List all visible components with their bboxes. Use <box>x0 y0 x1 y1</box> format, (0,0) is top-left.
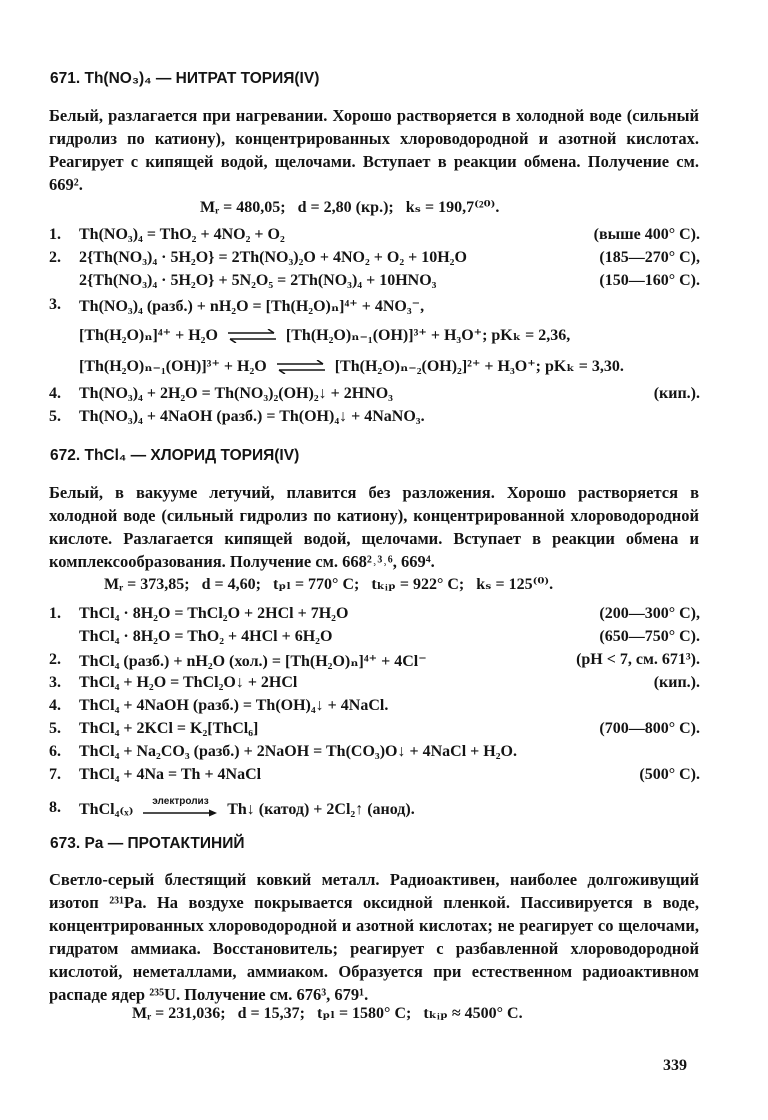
reaction-condition: (200—300° C), <box>599 605 700 622</box>
reaction-line <box>49 325 700 351</box>
electrolysis-arrow-icon <box>141 796 219 820</box>
reaction-condition: (500° C). <box>639 766 700 783</box>
page-number: 339 <box>663 1057 687 1074</box>
reaction-condition: (150—160° C). <box>599 272 700 289</box>
reaction-number: 2. <box>49 249 61 266</box>
reaction-number: 4. <box>49 697 61 714</box>
reaction-number: 4. <box>49 385 61 402</box>
reaction-line <box>49 272 700 298</box>
reaction-number: 2. <box>49 651 61 668</box>
section-constants: Mᵣ = 480,05; d = 2,80 (кр.); kₛ = 190,7⁽²⁰⁾. <box>200 199 500 216</box>
reaction-number: 6. <box>49 743 61 760</box>
reaction-equation: ThCl₄ + 4Na = Th + 4NaCl <box>79 766 262 783</box>
reaction-number: 5. <box>49 408 61 425</box>
equation-right: Th↓ (катод) + 2Cl₂↑ (анод). <box>227 801 415 818</box>
reaction-equation <box>79 325 570 345</box>
reaction-condition: (кип.). <box>653 385 700 402</box>
reaction-equation: 2{Th(NO₃)₄ · 5H₂O} = 2Th(NO₃)₂O + 4NO₂ + O₂ + 10H₂O <box>79 249 467 266</box>
reaction-line <box>49 795 700 825</box>
equilibrium-arrow-icon <box>275 360 327 374</box>
reaction-condition: (pH < 7, см. 671³). <box>576 651 700 668</box>
reaction-equation: Th(NO₃)₄ = ThO₂ + 4NO₂ + O₂ <box>79 226 285 243</box>
section-heading: 672. ThCl₄ — ХЛОРИД ТОРИЯ(IV) <box>50 447 300 464</box>
reaction-equation: ThCl₄ + Na₂CO₃ (разб.) + 2NaOH = Th(CO₃)O↓ + 4NaCl + H₂O. <box>79 743 517 760</box>
equation-left: ThCl₄₍ₓ₎ <box>79 801 134 818</box>
equilibrium-arrow-icon <box>226 329 278 343</box>
section-description: Белый, в вакууме летучий, плавится без разложения. Хорошо растворяется в холодной воде (сильный гидролиз по катиону), концентрированной хлороводородной кислоте. Разлагается кипящей водой, щелочами. Вступает в реакции обмена и комплексообразования. Получение см. 668²˒³˒⁶, 669⁴. <box>49 483 699 572</box>
reaction-condition: (кип.). <box>653 674 700 691</box>
reaction-equation: Th(NO₃)₄ + 2H₂O = Th(NO₃)₂(OH)₂↓ + 2HNO₃ <box>79 385 393 402</box>
reaction-number: 8. <box>49 799 61 816</box>
reaction-equation: ThCl₄ (разб.) + nH₂O (хол.) = [Th(H₂O)ₙ]⁴⁺ + 4Cl⁻ <box>79 653 427 670</box>
arrow-label: электролиз <box>152 796 209 808</box>
equation-right: [Th(H₂O)ₙ₋₁(OH)]³⁺ + H₃O⁺; pKₖ = 2,36, <box>285 327 571 344</box>
section-constants: Mᵣ = 373,85; d = 4,60; tₚₗ = 770° C; tₖᵢₚ = 922° C; kₛ = 125⁽⁰⁾. <box>104 576 554 593</box>
section-description: Белый, разлагается при нагревании. Хорошо растворяется в холодной воде (сильный гидролиз по катиону), концентрированных хлороводородной и азотной кислотах. Реагирует с кипящей водой, щелочами. Вступает в реакции обмена. Получение см. 669². <box>49 106 699 195</box>
reaction-equation <box>79 796 415 820</box>
reaction-equation: ThCl₄ + 4NaOH (разб.) = Th(OH)₄↓ + 4NaCl. <box>79 697 389 714</box>
reaction-line <box>49 766 700 792</box>
reaction-equation: ThCl₄ + H₂O = ThCl₂O↓ + 2HCl <box>79 674 298 691</box>
reaction-equation: Th(NO₃)₄ + 4NaOH (разб.) = Th(OH)₄↓ + 4NaNO₃. <box>79 408 425 425</box>
section-heading: 673. Pa — ПРОТАКТИНИЙ <box>50 835 245 852</box>
reaction-equation <box>79 356 624 376</box>
reaction-number: 1. <box>49 226 61 243</box>
reaction-number: 1. <box>49 605 61 622</box>
equation-right: [Th(H₂O)ₙ₋₂(OH)₂]²⁺ + H₃O⁺; pKₖ = 3,30. <box>334 358 624 375</box>
equation-left: [Th(H₂O)ₙ₋₁(OH)]³⁺ + H₂O <box>79 358 267 375</box>
equation-left: [Th(H₂O)ₙ]⁴⁺ + H₂O <box>79 327 218 344</box>
section-constants: Mᵣ = 231,036; d = 15,37; tₚₗ = 1580° C; tₖᵢₚ ≈ 4500° C. <box>132 1005 523 1022</box>
reaction-number: 3. <box>49 674 61 691</box>
reaction-equation: 2{Th(NO₃)₄ · 5H₂O} + 5N₂O₅ = 2Th(NO₃)₄ + 10HNO₃ <box>79 272 437 289</box>
reaction-equation: ThCl₄ · 8H₂O = ThCl₂O + 2HCl + 7H₂O <box>79 605 349 622</box>
section-description: Светло-серый блестящий ковкий металл. Радиоактивен, наиболее долгоживущий изотоп ²³¹Pa. На воздухе покрывается оксидной пленкой. Пассивируется в воде, концентрированных хлороводородной и азотной кислотах; не реагирует со щелочами, гидратом аммиака. Восстановитель; реагирует с разбавленной хлороводородной кислотой, неметаллами, аммиаком. Образуется при естественном радиоактивном распаде ядер ²³⁵U. Получение см. 676³, 679¹. <box>49 870 699 1005</box>
reaction-equation: ThCl₄ · 8H₂O = ThO₂ + 4HCl + 6H₂O <box>79 628 333 645</box>
reaction-number: 5. <box>49 720 61 737</box>
reaction-equation: ThCl₄ + 2KCl = K₂[ThCl₆] <box>79 720 259 737</box>
reaction-equation: Th(NO₃)₄ (разб.) + nH₂O = [Th(H₂O)ₙ]⁴⁺ + 4NO₃⁻, <box>79 298 425 315</box>
reaction-condition: (650—750° C). <box>599 628 700 645</box>
reaction-line <box>49 408 700 434</box>
reaction-condition: (185—270° C), <box>599 249 700 266</box>
reaction-line <box>49 296 700 322</box>
section-heading: 671. Th(NO₃)₄ — НИТРАТ ТОРИЯ(IV) <box>50 70 320 87</box>
reaction-number: 7. <box>49 766 61 783</box>
reaction-line <box>49 356 700 382</box>
reaction-condition: (выше 400° C). <box>593 226 700 243</box>
reaction-condition: (700—800° C). <box>599 720 700 737</box>
reaction-number: 3. <box>49 296 61 313</box>
